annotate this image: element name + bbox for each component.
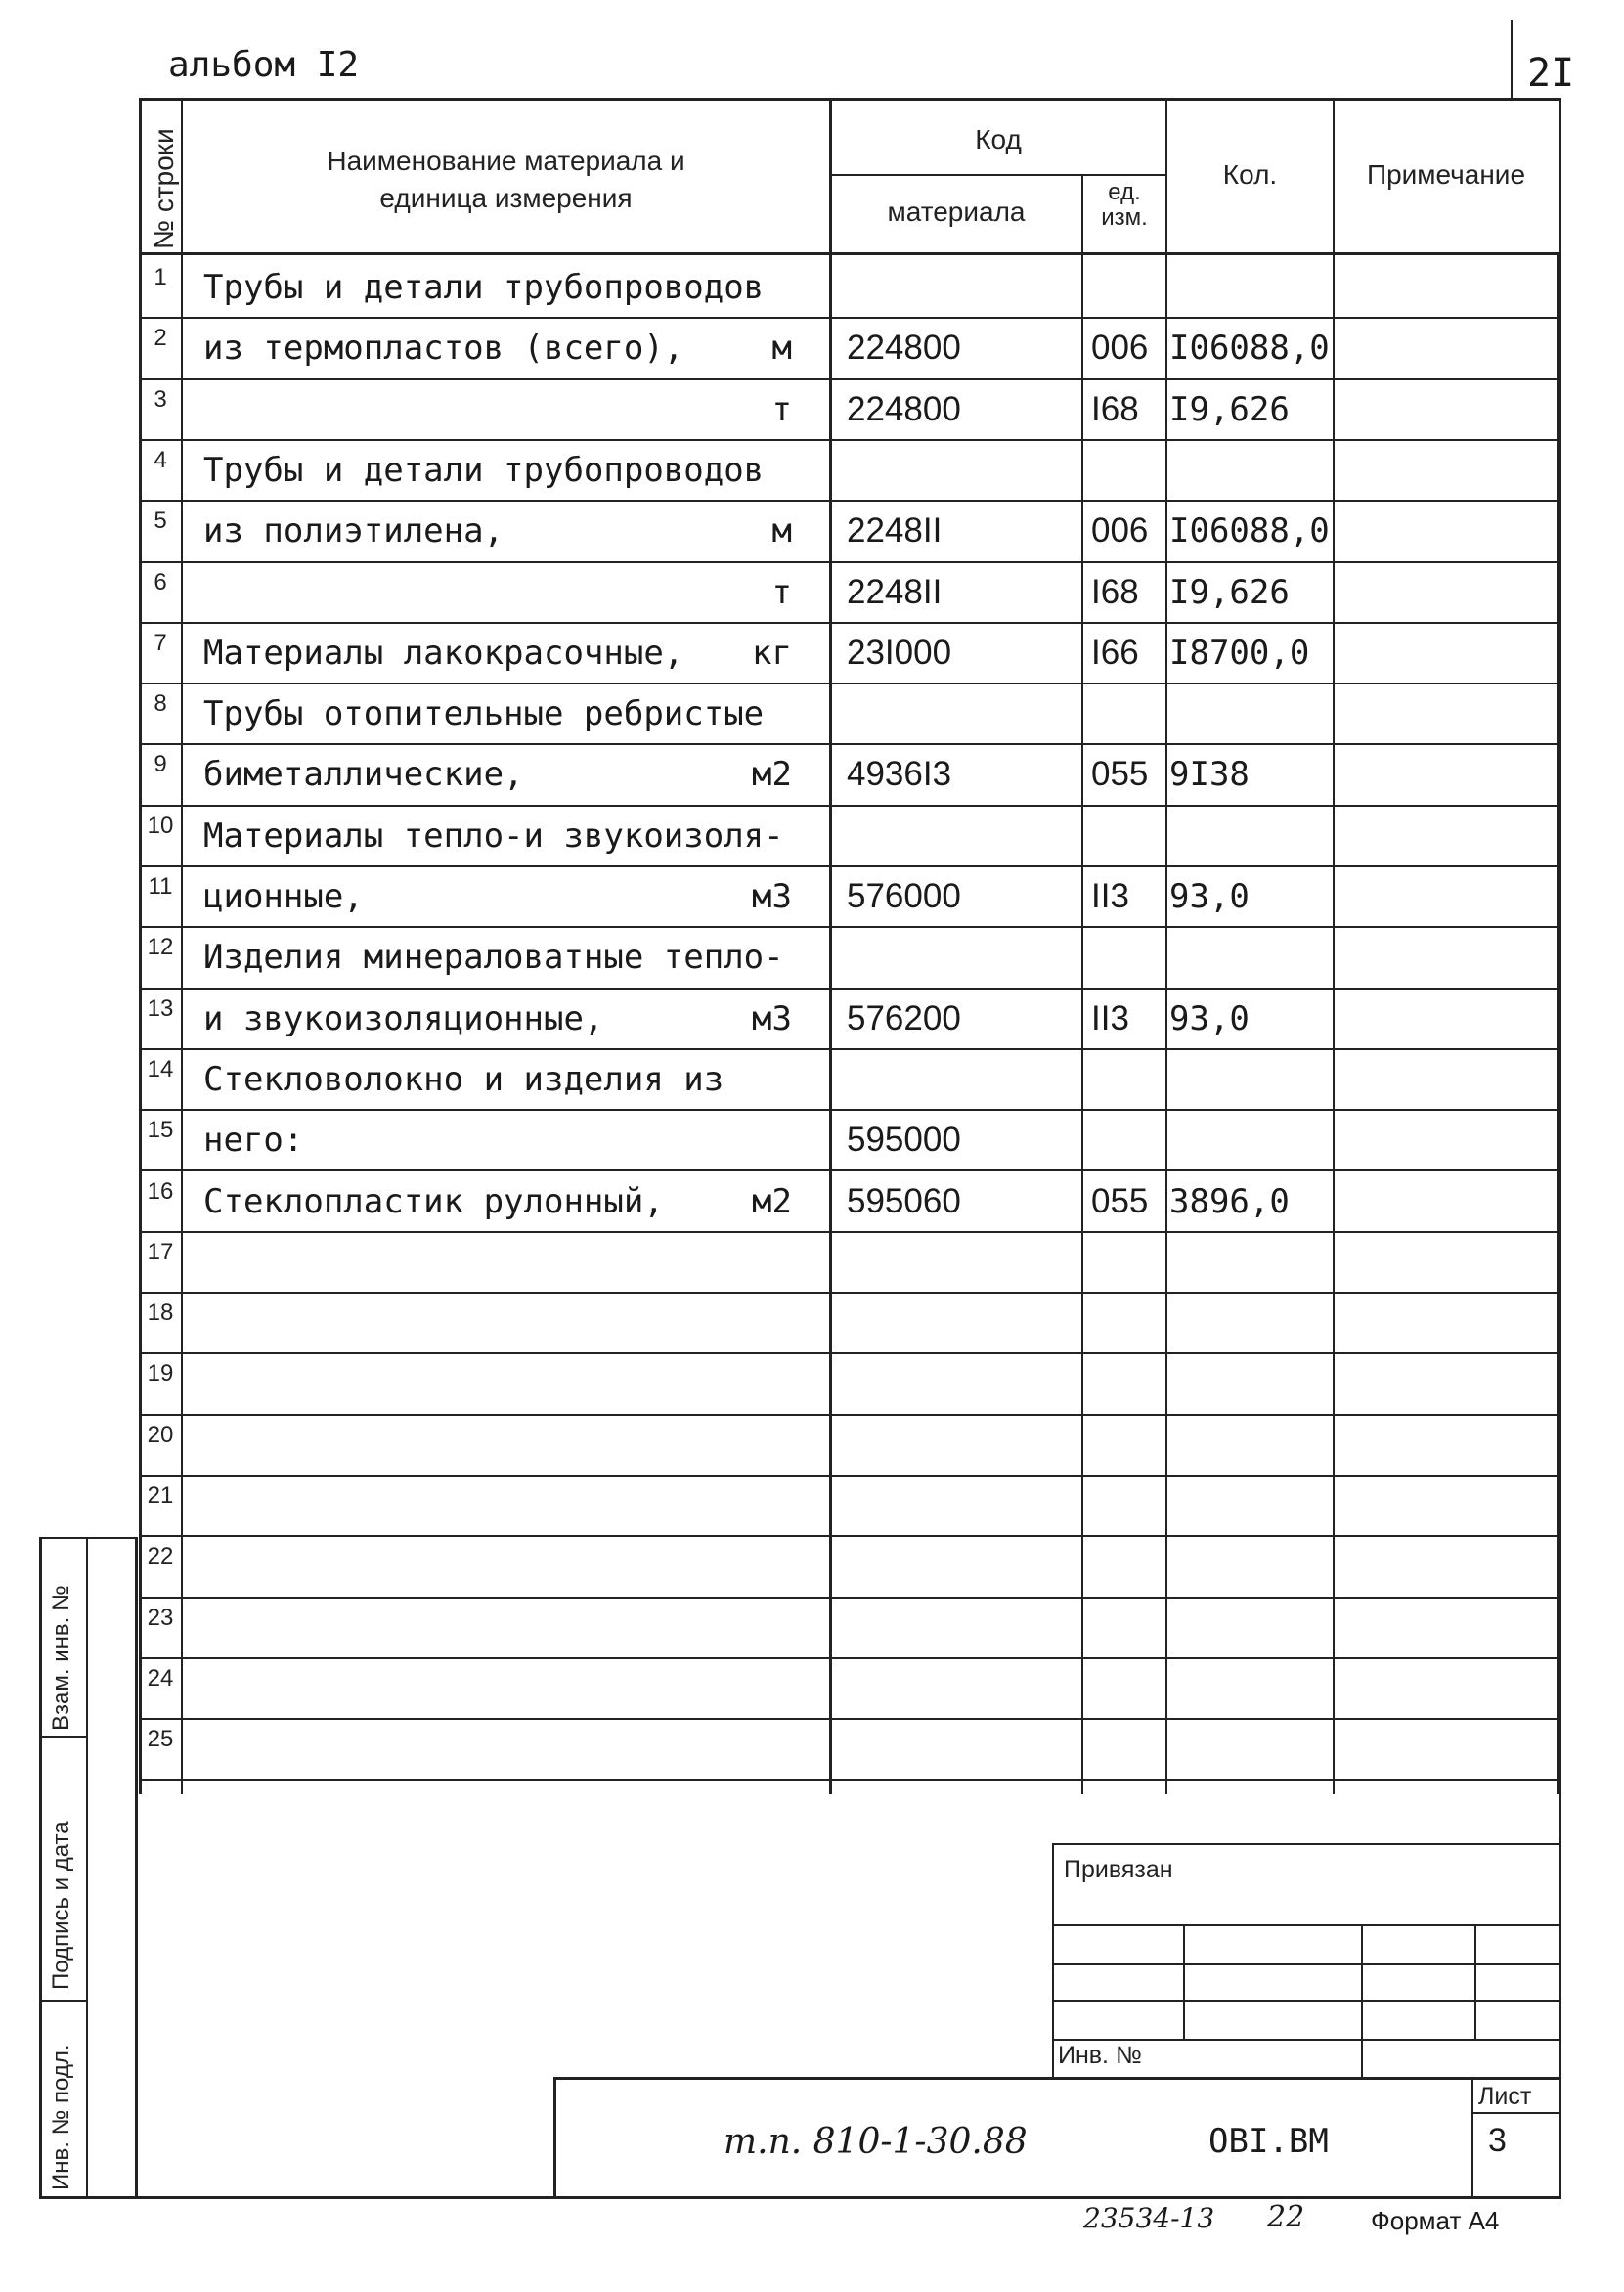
unit-code: 006 xyxy=(1091,511,1149,550)
material-name: Изделия минераловатные тепло- xyxy=(203,938,784,977)
row-divider xyxy=(139,439,1560,441)
material-unit: кг xyxy=(752,634,792,673)
privyazan-top xyxy=(1052,1843,1560,1845)
material-name: Стеклопластик рулонный, xyxy=(203,1182,664,1221)
note-header: Примечание xyxy=(1366,159,1526,190)
row-number: 3 xyxy=(154,386,167,413)
material-name: биметаллические, xyxy=(203,755,524,794)
row-divider xyxy=(139,1718,1560,1720)
quantity: 93,0 xyxy=(1169,999,1250,1038)
unit-code: 055 xyxy=(1091,755,1149,793)
row-number: 5 xyxy=(154,507,167,534)
row-divider xyxy=(139,1657,1560,1659)
col-sep-6 xyxy=(1557,252,1560,1794)
material-unit: м2 xyxy=(752,1182,792,1221)
unit-code: II3 xyxy=(1091,999,1129,1037)
name-header-line1: Наименование материала и xyxy=(327,146,685,176)
name-header-line2: единица измерения xyxy=(379,183,633,213)
row-number: 2 xyxy=(154,325,167,351)
col-sep-3 xyxy=(1081,174,1083,1794)
row-number: 1 xyxy=(154,264,167,290)
privyazan-label: Привязан xyxy=(1064,1856,1173,1883)
row-number: 10 xyxy=(147,813,174,839)
quantity: 93,0 xyxy=(1169,877,1250,916)
material-code: 4936I3 xyxy=(847,755,952,793)
row-divider xyxy=(139,743,1560,745)
material-code: 595060 xyxy=(847,1182,961,1220)
material-unit: м xyxy=(771,329,792,368)
row-divider xyxy=(139,1048,1560,1050)
col-sep-4 xyxy=(1165,98,1167,1794)
row-number: 12 xyxy=(147,934,174,960)
frame-bottom xyxy=(39,2196,1561,2199)
row-divider xyxy=(139,1414,1560,1416)
row-divider xyxy=(139,988,1560,990)
stamp-left xyxy=(135,1537,138,2198)
material-name: Трубы отопительные ребристые xyxy=(203,694,765,733)
title-top xyxy=(553,2077,1560,2080)
material-name: него: xyxy=(203,1121,304,1160)
row-number: 11 xyxy=(148,873,173,900)
row-divider xyxy=(139,317,1560,319)
quantity: I06088,0 xyxy=(1169,329,1330,368)
pr-line-2 xyxy=(1052,1963,1560,1965)
row-divider xyxy=(139,1779,1560,1781)
side-stamp-sep1 xyxy=(39,1736,88,1738)
title-left xyxy=(553,2077,556,2198)
material-code: 23I000 xyxy=(847,634,952,672)
unit-code: 055 xyxy=(1091,1182,1149,1220)
row-divider xyxy=(139,1169,1560,1171)
row-number: 18 xyxy=(147,1300,174,1326)
podpis-data-label: Подпись и дата xyxy=(48,1821,74,1990)
row-divider xyxy=(139,1475,1560,1477)
material-unit: м2 xyxy=(752,755,792,794)
row-divider xyxy=(139,805,1560,807)
quantity: I9,626 xyxy=(1169,573,1290,612)
side-stamp-top xyxy=(39,1537,137,1539)
row-number-header: № строки xyxy=(149,128,179,249)
material-name: Материалы лакокрасочные, xyxy=(203,634,684,673)
col-sep-5 xyxy=(1333,98,1335,1794)
pr-vline-2 xyxy=(1361,1924,1363,2079)
unit-code: 006 xyxy=(1091,329,1149,367)
table-left xyxy=(139,98,142,1794)
quantity: I06088,0 xyxy=(1169,511,1330,551)
row-divider xyxy=(139,561,1560,563)
quantity: 3896,0 xyxy=(1169,1182,1290,1221)
pr-line-4 xyxy=(1052,2039,1560,2041)
row-divider xyxy=(139,1597,1560,1599)
row-divider xyxy=(139,1535,1560,1537)
material-code: 576200 xyxy=(847,999,961,1037)
row-divider xyxy=(139,1352,1560,1354)
material-code: 2248II xyxy=(847,573,943,611)
col-sep-2 xyxy=(829,98,832,1794)
material-unit: т xyxy=(771,390,792,429)
row-divider xyxy=(139,1292,1560,1294)
material-name: Трубы и детали трубопроводов xyxy=(203,268,765,307)
row-divider xyxy=(139,683,1560,684)
code-header: Код xyxy=(975,124,1022,154)
pr-vline-3 xyxy=(1474,1924,1476,2039)
sheet-left xyxy=(1471,2077,1473,2198)
qty-header: Кол. xyxy=(1222,159,1278,190)
pr-line-3 xyxy=(1052,2000,1560,2002)
format-label: Формат А4 xyxy=(1371,2206,1500,2235)
row-divider xyxy=(139,622,1560,624)
pr-vline-1 xyxy=(1183,1924,1185,2039)
row-divider xyxy=(139,1109,1560,1111)
sheet-number: 3 xyxy=(1488,2122,1507,2159)
row-divider xyxy=(139,865,1560,867)
material-name: ционные, xyxy=(203,877,364,916)
row-number: 13 xyxy=(147,995,174,1022)
row-number: 22 xyxy=(147,1543,174,1569)
material-name: из термопластов (всего), xyxy=(203,329,684,368)
col-sep-1 xyxy=(181,98,183,1794)
material-unit: м3 xyxy=(752,877,792,916)
pr-line-1 xyxy=(1052,1924,1560,1926)
quantity: I9,626 xyxy=(1169,390,1290,429)
row-number: 23 xyxy=(147,1605,174,1631)
row-divider xyxy=(139,378,1560,380)
sheet-divider xyxy=(1471,2112,1560,2114)
material-code: 224800 xyxy=(847,390,961,428)
material-name: из полиэтилена, xyxy=(203,511,505,551)
unit-code: II3 xyxy=(1091,877,1129,915)
material-header: материала xyxy=(887,197,1026,227)
row-divider xyxy=(139,926,1560,928)
page-number: 2I xyxy=(1527,51,1575,96)
material-name: Стекловолокно и изделия из xyxy=(203,1060,724,1099)
material-name: Материалы тепло-и звукоизоля- xyxy=(203,816,784,856)
material-code: 2248II xyxy=(847,511,943,550)
inv-podl-label: Инв. № подл. xyxy=(48,2044,74,2190)
unit-header-line2: изм. xyxy=(1101,204,1148,231)
row-number: 19 xyxy=(147,1360,174,1387)
doc-mark: OBI.BM xyxy=(1208,2122,1329,2161)
unit-code: I68 xyxy=(1091,390,1139,428)
side-stamp-left xyxy=(39,1537,42,2198)
header-code-sub xyxy=(831,174,1166,176)
unit-header-line1: ед. xyxy=(1108,179,1141,205)
row-number: 25 xyxy=(147,1726,174,1752)
row-number: 20 xyxy=(147,1422,174,1448)
page-number-divider xyxy=(1511,20,1513,100)
privyazan-left xyxy=(1052,1843,1054,2078)
archive-number: 23534-13 xyxy=(1083,2202,1215,2234)
material-code: 595000 xyxy=(847,1121,961,1159)
row-number: 21 xyxy=(147,1482,174,1509)
row-number: 8 xyxy=(154,690,167,717)
side-stamp-sep2 xyxy=(39,2000,88,2002)
quantity: I8700,0 xyxy=(1169,634,1310,673)
row-number: 24 xyxy=(147,1665,174,1692)
material-unit: м xyxy=(771,511,792,551)
material-unit: м3 xyxy=(752,999,792,1038)
footer-page: 22 xyxy=(1267,2200,1305,2234)
row-number: 9 xyxy=(154,751,167,777)
vzam-inv-label: Взам. инв. № xyxy=(48,1585,74,1731)
unit-code: I68 xyxy=(1091,573,1139,611)
inv-no-label: Инв. № xyxy=(1058,2042,1142,2069)
doc-code: т.п. 810-1-30.88 xyxy=(724,2122,1028,2162)
row-number: 15 xyxy=(147,1117,174,1143)
sheet-label: Лист xyxy=(1478,2083,1532,2110)
row-number: 17 xyxy=(147,1239,174,1265)
material-unit: т xyxy=(771,573,792,612)
table-top xyxy=(139,98,1561,101)
row-number: 4 xyxy=(154,447,167,473)
material-code: 576000 xyxy=(847,877,961,915)
header-bottom xyxy=(139,252,1561,255)
material-name: и звукоизоляционные, xyxy=(203,999,604,1038)
row-number: 14 xyxy=(147,1056,174,1082)
side-stamp-divider xyxy=(86,1537,88,2198)
album-label: альбом I2 xyxy=(168,45,360,85)
row-divider xyxy=(139,500,1560,502)
material-name: Трубы и детали трубопроводов xyxy=(203,451,765,490)
material-code: 224800 xyxy=(847,329,961,367)
row-divider xyxy=(139,1231,1560,1233)
row-number: 7 xyxy=(154,630,167,656)
quantity: 9I38 xyxy=(1169,755,1250,794)
row-number: 6 xyxy=(154,569,167,595)
unit-code: I66 xyxy=(1091,634,1139,672)
row-number: 16 xyxy=(147,1178,174,1205)
